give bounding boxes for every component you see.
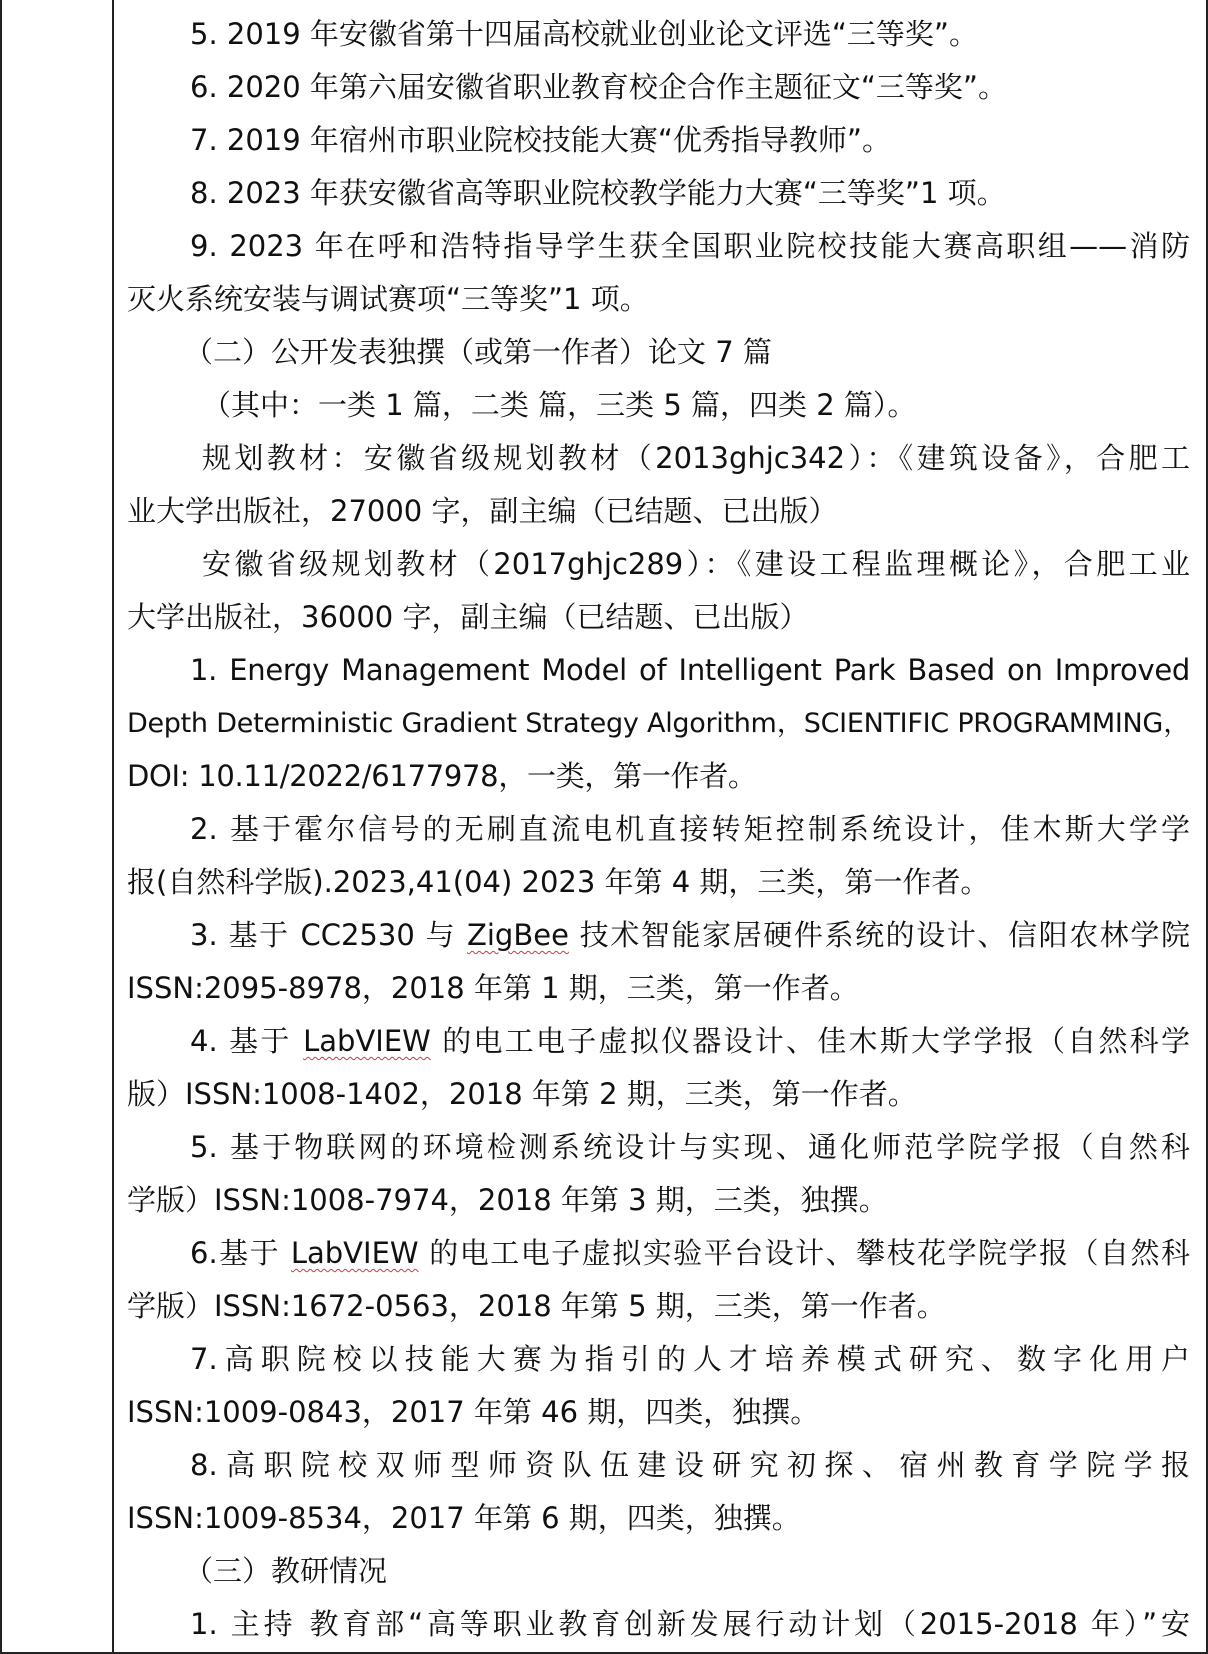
papers-heading: （二）公开发表独撰（或第一作者）论文 7 篇 xyxy=(184,335,772,369)
award-item-8: 8. 2023 年获安徽省高等职业院校教学能力大赛“三等奖”1 项。 xyxy=(190,176,1006,210)
paper-4-text-b: 的电工电子虚拟仪器设计、佳木斯大学学报（自然科学 xyxy=(430,1024,1190,1058)
research-item-1-line-1: 1. 主持 教育部“高等职业教育创新发展行动计划（2015-2018 年）”安 xyxy=(190,1607,1190,1641)
paper-5-line-1: 5. 基于物联网的环境检测系统设计与实现、通化师范学院学报（自然科 xyxy=(190,1130,1190,1164)
paper-1-line-3: DOI: 10.11/2022/6177978，一类，第一作者。 xyxy=(127,759,757,793)
spellcheck-mark-labview-2: LabVIEW xyxy=(290,1236,419,1270)
paper-6-text-b: 的电工电子虚拟实验平台设计、攀枝花学院学报（自然科 xyxy=(418,1236,1190,1270)
paper-6-line-2: 学版）ISSN:1672-0563，2018 年第 5 期，三类，第一作者。 xyxy=(127,1289,946,1323)
paper-5-line-2: 学版）ISSN:1008-7974，2018 年第 3 期，三类，独撰。 xyxy=(127,1183,888,1217)
paper-7-line-2: ISSN:1009-0843，2017 年第 46 期，四类，独撰。 xyxy=(127,1395,820,1429)
paper-8-line-2: ISSN:1009-8534，2017 年第 6 期，四类，独撰。 xyxy=(127,1501,801,1535)
paper-4-line-1 xyxy=(127,1015,1190,1068)
textbook-1-line-1: 规划教材：安徽省级规划教材（2013ghjc342）：《建筑设备》，合肥工 xyxy=(202,441,1190,475)
award-item-9-line-1: 9. 2023 年在呼和浩特指导学生获全国职业院校技能大赛高职组——消防 xyxy=(190,229,1190,263)
spellcheck-mark-zigbee: ZigBee xyxy=(467,918,569,952)
paper-6-line-1 xyxy=(127,1227,1190,1280)
award-item-5: 5. 2019 年安徽省第十四届高校就业创业论文评选“三等奖”。 xyxy=(190,17,978,51)
textbook-1-line-2: 业大学出版社，27000 字，副主编（已结题、已出版） xyxy=(127,494,838,528)
spellcheck-mark-labview: LabVIEW xyxy=(303,1024,431,1058)
paper-8-line-1: 8.高职院校双师型师资队伍建设研究初探、宿州教育学院学报 xyxy=(190,1448,1190,1482)
document-content xyxy=(127,8,1190,1651)
paper-3-text-b: 技术智能家居硬件系统的设计、信阳农林学院 xyxy=(568,918,1190,952)
award-item-9-line-2: 灭火系统安装与调试赛项“三等奖”1 项。 xyxy=(127,282,649,316)
paper-3-line-2: ISSN:2095-8978，2018 年第 1 期，三类，第一作者。 xyxy=(127,971,859,1005)
research-heading: （三）教研情况 xyxy=(184,1554,388,1588)
paper-6-text-a: 6.基于 xyxy=(190,1236,291,1270)
paper-4-text-a: 4. 基于 xyxy=(190,1024,304,1058)
textbook-2-line-2: 大学出版社，36000 字，副主编（已结题、已出版） xyxy=(127,600,809,634)
award-item-7: 7. 2019 年宿州市职业院校技能大赛“优秀指导教师”。 xyxy=(190,123,891,157)
textbook-2-line-1: 安徽省级规划教材（2017ghjc289）：《建设工程监理概论》，合肥工业 xyxy=(202,547,1190,581)
paper-7-line-1: 7.高职院校以技能大赛为指引的人才培养模式研究、数字化用户 xyxy=(190,1342,1190,1376)
column-divider xyxy=(112,0,114,1654)
paper-2-line-1: 2. 基于霍尔信号的无刷直流电机直接转矩控制系统设计，佳木斯大学学 xyxy=(190,812,1190,846)
paper-1-line-2: Depth Deterministic Gradient Strategy Algorithm，SCIENTIFIC PROGRAMMING， xyxy=(127,708,1190,739)
papers-summary: （其中：一类 1 篇，二类 篇，三类 5 篇，四类 2 篇）。 xyxy=(202,388,917,422)
paper-1-line-1: 1. Energy Management Model of Intelligent Park Based on Improved xyxy=(190,653,1190,687)
award-item-6: 6. 2020 年第六届安徽省职业教育校企合作主题征文“三等奖”。 xyxy=(190,70,1007,104)
paper-2-line-2: 报(自然科学版).2023,41(04) 2023 年第 4 期，三类，第一作者。 xyxy=(127,865,990,899)
paper-3-line-1 xyxy=(127,909,1190,962)
paper-3-text-a: 3. 基于 CC2530 与 xyxy=(190,918,467,952)
paper-4-line-2: 版）ISSN:1008-1402，2018 年第 2 期，三类，第一作者。 xyxy=(127,1077,917,1111)
